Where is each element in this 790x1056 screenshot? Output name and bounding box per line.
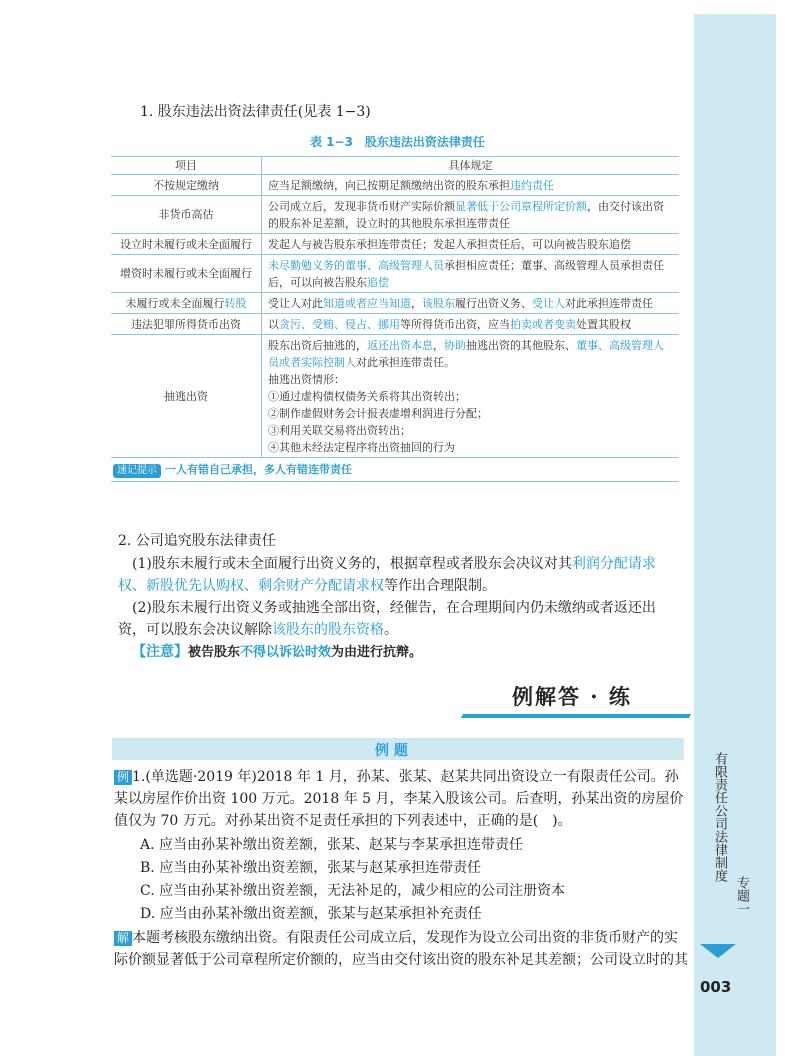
body-text: 处置其股权 xyxy=(576,318,631,331)
row-item: 抽逃出资 xyxy=(111,335,262,458)
withdraw-case: ③利用关联交易将出资转出； xyxy=(268,424,411,437)
answer-text: 本题考核股东缴纳出资。有限责任公司成立后，发现作为设立公司出资的非货币财产的实际价额显著低于公司章程所定价额的，应当由交付该出资的股东补足其差额；公司设立时的其 xyxy=(114,930,688,968)
highlight-text: 显著低于公司章程所定价额 xyxy=(455,200,587,213)
section-title-1: 1. 股东违法出资法律责任(见表 1−3) xyxy=(140,104,371,120)
highlight-text: 不得以诉讼时效 xyxy=(240,645,332,660)
note xyxy=(132,641,692,664)
body-text: 为由进行抗辩。 xyxy=(331,645,423,660)
body-text: (1)股东未履行或未全面履行出资义务的，根据章程或者股东会决议对其 xyxy=(132,556,572,572)
withdraw-case: 抽逃出资情形： xyxy=(268,373,345,386)
highlight-text: 追偿 xyxy=(367,276,389,289)
liability-table xyxy=(111,156,679,482)
table-row xyxy=(111,293,679,314)
table-row xyxy=(111,335,679,458)
row-item: 不按规定缴纳 xyxy=(111,175,262,196)
row-item: 非货币高估 xyxy=(111,196,262,234)
option-c[interactable]: C. 应当由孙某补缴出资差额，无法补足的，减少相应的公司注册资本 xyxy=(140,883,566,899)
highlight-text: 违约责任 xyxy=(510,179,554,192)
option-b[interactable]: B. 应当由孙某补缴出资差额，张某与赵某承担连带责任 xyxy=(140,860,482,876)
body-text: ， xyxy=(433,339,444,352)
body-text: 被告股东 xyxy=(188,645,241,660)
highlight-text: 未尽勤勉义务的董事、高级管理人员 xyxy=(268,259,444,272)
highlight-text: 拍卖或者变卖 xyxy=(510,318,576,331)
header-item: 项目 xyxy=(111,157,262,175)
body-text: 对此承担连带责任。 xyxy=(356,356,455,369)
highlight-text: 该股东 xyxy=(422,297,455,310)
tip-badge: 速记提示 xyxy=(113,464,161,478)
option-d[interactable]: D. 应当由孙某补缴出资差额，张某与赵某承担补充责任 xyxy=(140,906,482,922)
answer xyxy=(114,927,689,971)
highlight-text: 董事、高级管理人员或者实际控制人 xyxy=(268,339,664,369)
row-rule xyxy=(262,293,680,314)
option-a[interactable]: A. 应当由孙某补缴出资差额，张某、赵某与李某承担连带责任 xyxy=(140,837,524,853)
highlight-text: 贪污、受贿、侵占、挪用 xyxy=(279,318,400,331)
row-item: 设立时未履行或未全面履行 xyxy=(111,234,262,255)
header-rule: 具体规定 xyxy=(262,157,680,175)
withdraw-case: ①通过虚构债权债务关系将其出资转出； xyxy=(268,390,466,403)
table-body xyxy=(111,175,679,482)
paragraph-1 xyxy=(118,553,678,597)
body-text: (2)股东未履行出资义务或抽逃全部出资，经催告，在合理期间内仍未缴纳或者返还出资，可以股东会决议解除 xyxy=(118,600,656,638)
withdraw-case: ④其他未经法定程序将出资抽回的行为 xyxy=(268,441,455,454)
highlight-text: 知道或者应当知道 xyxy=(323,297,411,310)
body-text: 抽逃出资的其他股东、 xyxy=(466,339,576,352)
row-item: 未履行或未全面履行转股 xyxy=(111,293,262,314)
row-rule xyxy=(262,196,680,234)
body-text: 等作出合理限制。 xyxy=(384,578,496,594)
body-text: 。 xyxy=(384,622,398,638)
row-rule xyxy=(262,314,680,335)
example-badge: 例 xyxy=(114,770,132,785)
table-row xyxy=(111,234,679,255)
triangle-marker-icon xyxy=(700,944,736,958)
banner-title: 例解答 · 练 xyxy=(512,684,632,709)
example-bar-title: 例 题 xyxy=(375,743,408,759)
body-text: 应当足额缴纳，向已按期足额缴纳出资的股东承担 xyxy=(268,179,510,192)
tip-text: 一人有错自己承担，多人有错连带责任 xyxy=(165,463,352,476)
highlight-text: 受让人 xyxy=(532,297,565,310)
highlight-text: 利润分配请求权、新股优先认购权、剩余财产分配请求权 xyxy=(118,556,656,594)
body-text: 股东出资后抽逃的， xyxy=(268,339,367,352)
banner-underline xyxy=(461,714,691,718)
row-item: 增资时未履行或未全面履行 xyxy=(111,255,262,293)
table-caption: 表 1−3 股东违法出资法律责任 xyxy=(310,135,485,149)
body-text: 承担相应责任；董事、高级管理人员承担责任后，可以向被告股东 xyxy=(268,259,664,289)
body-text: 履行出资义务、 xyxy=(455,297,532,310)
body-text: 发起人与被告股东承担连带责任；发起人承担责任后，可以向被告股东追偿 xyxy=(268,238,631,251)
table-row xyxy=(111,196,679,234)
tip-cell xyxy=(111,458,679,482)
row-rule xyxy=(262,255,680,293)
table-row xyxy=(111,175,679,196)
page-number: 003 xyxy=(700,978,732,996)
highlight-text: 协助 xyxy=(444,339,466,352)
paragraph-2 xyxy=(118,597,678,641)
question-text: 1.(单选题·2019 年)2018 年 1 月，孙某、张某、赵某共同出资设立一有限责任公司。孙某以房屋作价出资 100 万元。2018 年 5 月，李某入股该公司。后查明，孙某出资的房屋价值仅为 70 万元。对孙某出资不足责任承担的下列表述中，正确的是( )。 xyxy=(114,769,684,829)
body-text: 对此承担连带责任 xyxy=(565,297,653,310)
row-rule xyxy=(262,234,680,255)
question xyxy=(114,766,689,832)
note-tag: 【注意】 xyxy=(132,644,188,660)
highlight-text: 返还出资本息 xyxy=(367,339,433,352)
topic-label: 专题一 xyxy=(734,876,749,915)
body-text: 以 xyxy=(268,318,279,331)
highlight-text: 该股东的股东资格 xyxy=(272,622,384,638)
body-text: 等所得货币出资，应当 xyxy=(400,318,510,331)
section-title-2: 2. 公司追究股东法律责任 xyxy=(118,533,276,549)
body-text: 公司成立后，发现非货币财产实际价额 xyxy=(268,200,455,213)
body-text: 受让人对此 xyxy=(268,297,323,310)
chapter-title: 有限责任公司法律制度 xyxy=(712,752,727,882)
withdraw-case: ②制作虚假财务会计报表虚增利润进行分配； xyxy=(268,407,488,420)
body-text: ， xyxy=(411,297,422,310)
row-item: 违法犯罪所得货币出资 xyxy=(111,314,262,335)
body-text: ，由交付该出资的股东补足差额，设立时的其他股东承担连带责任 xyxy=(268,200,664,230)
answer-badge: 解 xyxy=(114,931,132,946)
note-body xyxy=(188,645,422,660)
row-rule xyxy=(262,175,680,196)
row-rule xyxy=(262,335,680,458)
table-row xyxy=(111,314,679,335)
tip-row xyxy=(111,458,679,482)
table-row xyxy=(111,255,679,293)
